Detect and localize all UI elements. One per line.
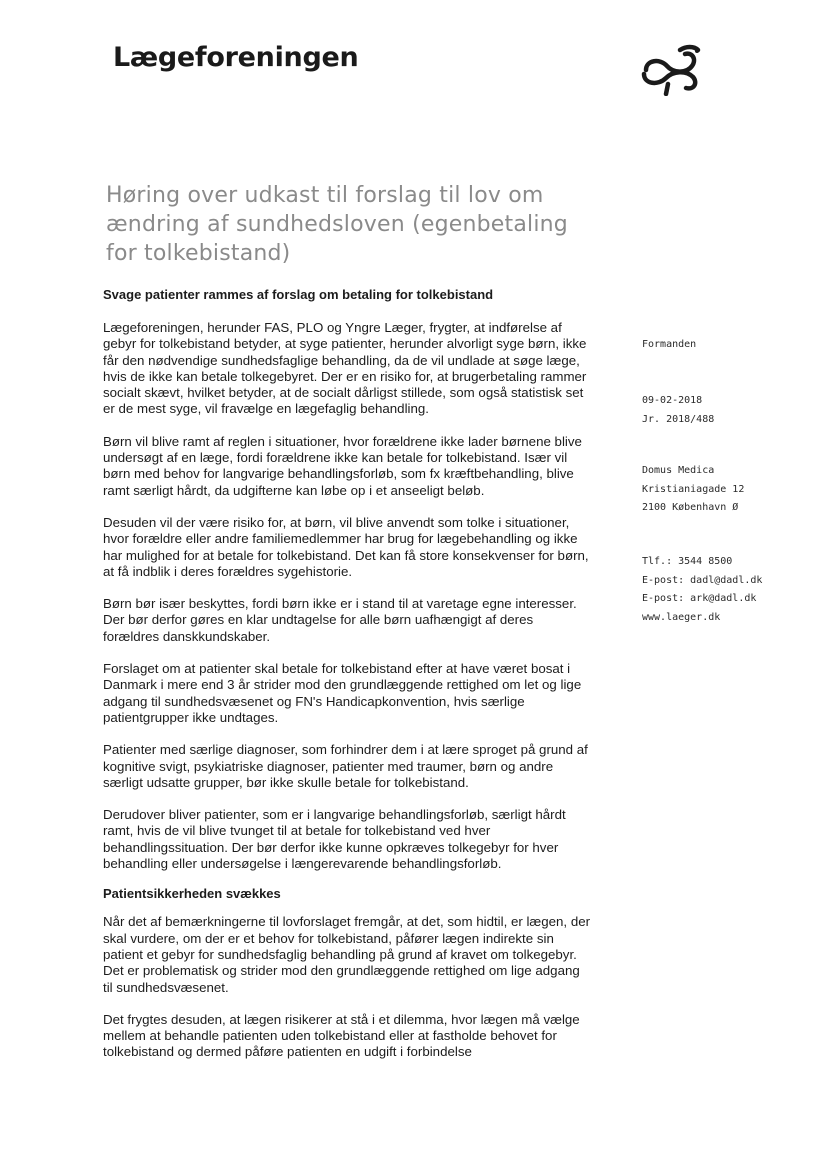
contact-block bbox=[642, 553, 762, 627]
paragraph: Patienter med særlige diagnoser, som forhindrer dem i at lære sproget på grund af kognitive svigt, psykiatriske diagnoser, patienter med traumer, børn og andre særligt udsatte grupper, bør ikke skulle betale for tolkebistand. bbox=[103, 742, 588, 790]
paragraph: Forslaget om at patienter skal betale for tolkebistand efter at have været bosat i Danmark i mere end 3 år strider mod den grundlæggende rettighed om let og lige adgang til sundhedsvæsenet og FN's Handicapkonvention, hvis særlige patientgrupper ikke undtages. bbox=[103, 661, 582, 725]
organization-logo: Lægeforeningen bbox=[113, 42, 359, 73]
paragraph: Lægeforeningen, herunder FAS, PLO og Yngre Læger, frygter, at indførelse af gebyr for tolkebistand betyder, at syge patienter, herunder alvorligt syge børn, ikke får den nødvendige sundhedsfaglige behandling, da de vil undlade at søge læge, hvis de ikke kan betale tolkegebyret. Der er en risiko for, at brugerbetaling rammer socialt skævt, hvilket betyder, at de socialt dårligst stillede, som også statistisk set er de mest syge, vil fravælge en lægefaglig behandling. bbox=[103, 320, 587, 417]
paragraph: Børn bør især beskyttes, fordi børn ikke er i stand til at varetage egne interesser. Der bør derfor gøres en klar undtagelse for alle børn uafhængigt af deres forældres danskkundskaber. bbox=[103, 596, 577, 644]
letter-date: 09-02-2018 bbox=[642, 395, 703, 406]
website-link: www.laeger.dk bbox=[642, 611, 721, 623]
paragraph: Desuden vil der være risiko for, at børn, vil blive anvendt som tolke i situationer, hvor forældre eller andre familiemedlemmer har brug for lægebehandling og ikke har mulighed for at betale for tolkebistand. Det kan få store konsekvenser for børn, at få indblik i deres forældres sygehistorie. bbox=[103, 514, 589, 579]
section-heading-patient-safety: Patientsikkerheden svækkes bbox=[103, 886, 281, 902]
paragraph: Det frygtes desuden, at lægen risikerer at stå i et dilemma, hvor lægen må vælge mellem at behandle patienten uden tolkebistand eller at fastholde behovet for tolkebistand og dermed påføre patienten en udgift i forbindelse bbox=[103, 1011, 580, 1060]
address-line: 2100 København Ø bbox=[642, 502, 739, 513]
document-title: Høring over udkast til forslag til lov om ændring af sundhedsloven (egenbetaling for tolkebistand) bbox=[106, 183, 568, 266]
address-block bbox=[642, 462, 744, 518]
address-line: Domus Medica bbox=[642, 465, 715, 476]
email-address: E-post: dadl@dadl.dk bbox=[642, 574, 763, 586]
reference-block bbox=[642, 392, 714, 429]
serpent-staff-icon bbox=[640, 40, 704, 96]
phone-number: Tlf.: 3544 8500 bbox=[642, 556, 733, 567]
paragraph: Børn vil blive ramt af reglen i situationer, hvor forældrene ikke lader børnene blive undersøgt af en læge, fordi forældrene ikke kan betale for tolkebistand. Især vil børn med behov for langvarige behandlingsforløb, som fx kræftbehandling, blive ramt særligt hårdt, da udgifterne kan løbe op i et anseeligt beløb. bbox=[103, 433, 582, 498]
paragraph: Når det af bemærkningerne til lovforslaget fremgår, at det, som hidtil, er lægen, der skal vurdere, om der er et behov for tolkebistand, påfører lægen indirekte sin patient et gebyr for sundhedsfaglig behandling på grund af kravet om tolkegebyr. Det er problematisk og strider mod den grundlæggende rettighed om lige adgang til sundhedsvæsenet. bbox=[103, 914, 591, 995]
letter-body bbox=[103, 286, 591, 1061]
sender-label: Formanden bbox=[642, 339, 697, 350]
section-heading-vulnerable-patients: Svage patienter rammes af forslag om betaling for tolkebistand bbox=[103, 287, 494, 302]
email-address: E-post: ark@dadl.dk bbox=[642, 593, 757, 604]
address-line: Kristianiagade 12 bbox=[642, 483, 745, 495]
paragraph: Derudover bliver patienter, som er i langvarige behandlingsforløb, særligt hårdt ramt, hvis de vil blive tvunget til at betale for tolkebistand ved hver behandlingssituation. Der bør derfor ikke kunne opkræves tolkegebyr for hver behandling eller undersøgelse i længerevarende behandlingsforløb. bbox=[103, 807, 566, 872]
journal-number: Jr. 2018/488 bbox=[642, 413, 715, 425]
